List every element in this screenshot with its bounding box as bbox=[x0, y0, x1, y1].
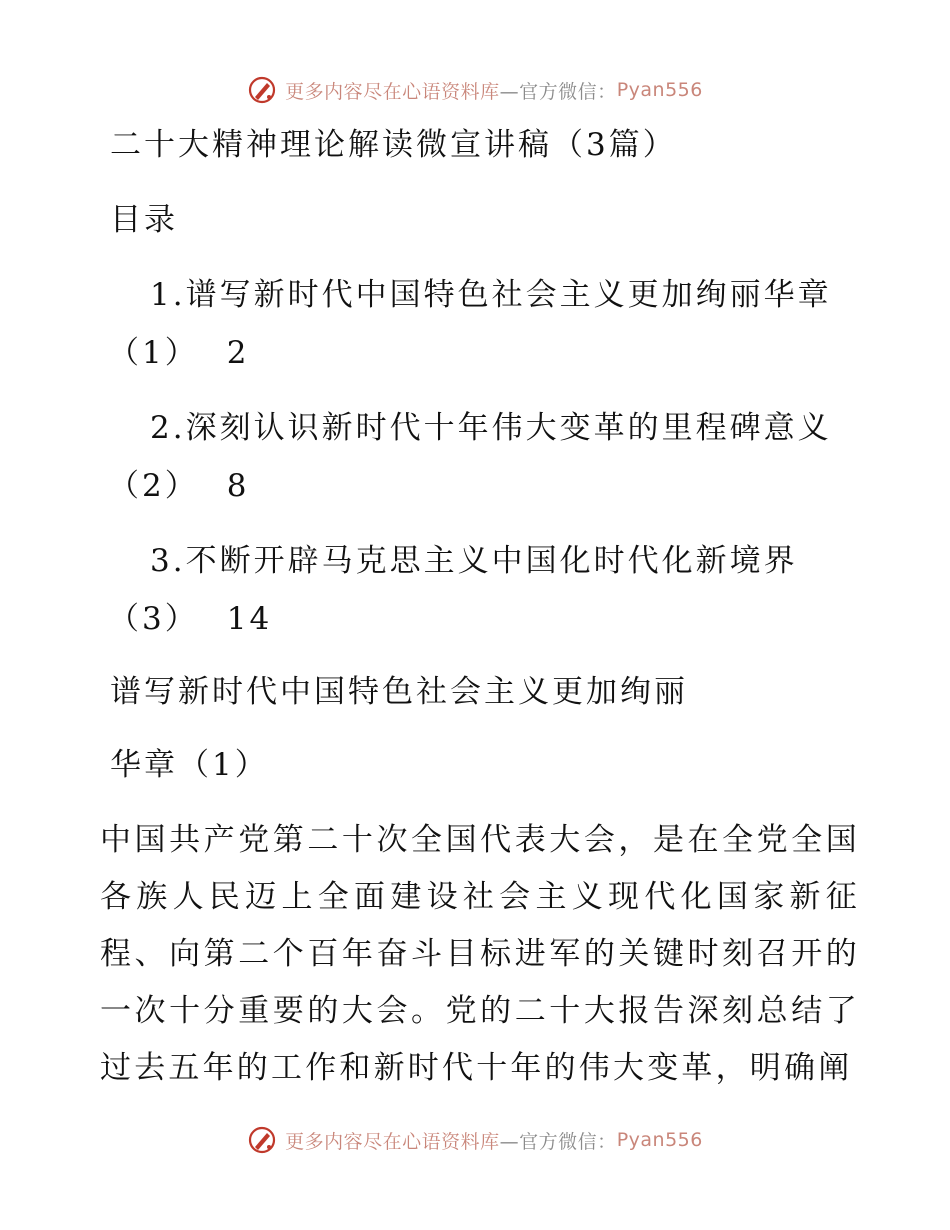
toc-item-3-page: 14 bbox=[226, 601, 273, 637]
toc-item-2-number bbox=[108, 466, 249, 506]
pen-logo-icon bbox=[247, 1125, 277, 1155]
body-paragraph: 中国共产党第二十次全国代表大会，是在全党全国各族人民迈上全面建设社会主义现代化国家新征程、向第二个百年奋斗目标进军的关键时刻召开的一次十分重要的大会。党的二十大报告深刻总结了过去五年的工作和新时代十年的伟大变革，明确阐 bbox=[100, 822, 860, 1086]
toc-item-1-label[interactable]: 1.谱写新时代中国特色社会主义更加绚丽华章 bbox=[150, 277, 832, 313]
toc-item-2-num: （2） bbox=[108, 468, 199, 504]
pen-logo-icon bbox=[247, 75, 277, 105]
footer-watermark bbox=[0, 1120, 950, 1160]
toc-item-3-num: （3） bbox=[108, 601, 199, 637]
watermark-suffix: —官方微信： bbox=[499, 1130, 617, 1153]
toc-item-2-page: 8 bbox=[226, 468, 250, 504]
watermark-text: 更多内容尽在心语资料库 bbox=[285, 80, 500, 103]
document-title: 二十大精神理论解读微宣讲稿（3篇） bbox=[110, 127, 677, 163]
toc-item-2-label[interactable]: 2.深刻认识新时代十年伟大变革的里程碑意义 bbox=[150, 410, 832, 446]
section-title-line-1: 谱写新时代中国特色社会主义更加绚丽 bbox=[110, 674, 688, 710]
toc-item-1-num: （1） bbox=[108, 335, 199, 371]
section-title-line-2: 华章（1） bbox=[110, 747, 269, 783]
watermark-suffix: —官方微信： bbox=[499, 80, 617, 103]
toc-item-1-number bbox=[108, 333, 249, 373]
header-watermark bbox=[0, 70, 950, 110]
watermark-text: 更多内容尽在心语资料库 bbox=[285, 1130, 500, 1153]
toc-item-3-number bbox=[108, 599, 272, 639]
watermark-code: Pyan556 bbox=[616, 1129, 703, 1151]
toc-item-1-page: 2 bbox=[226, 335, 250, 371]
toc-item-3-label[interactable]: 3.不断开辟马克思主义中国化时代化新境界 bbox=[150, 543, 798, 579]
toc-heading: 目录 bbox=[110, 202, 178, 238]
watermark-code: Pyan556 bbox=[616, 79, 703, 101]
